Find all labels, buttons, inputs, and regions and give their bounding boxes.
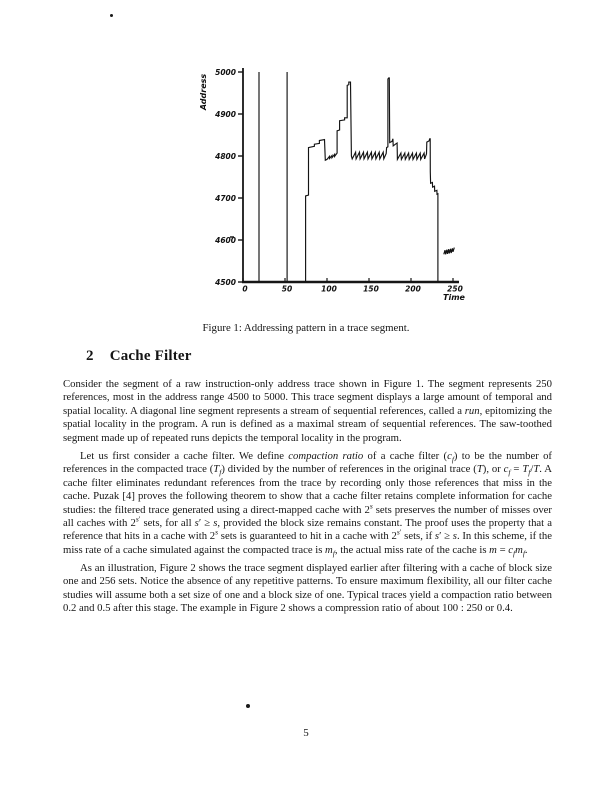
x-axis-label: Time	[443, 293, 465, 302]
section-title: Cache Filter	[109, 348, 192, 364]
page-number: 5	[303, 727, 309, 739]
series-tail-run	[444, 248, 455, 255]
body-text	[63, 378, 552, 616]
y-tick-label: 4900	[215, 109, 236, 119]
y-axis-label: Address	[199, 73, 208, 111]
x-tick-label: 150	[363, 284, 379, 294]
figure1-chart	[185, 55, 475, 305]
y-tick-label: 4800	[215, 151, 236, 161]
y-tick-label: 4500	[215, 277, 236, 287]
x-tick-label: 250	[447, 284, 463, 294]
scan-artifact-dot	[110, 14, 113, 17]
figure1	[185, 55, 475, 305]
paragraph-1: Consider the segment of a raw instruction-only address trace shown in Figure 1. The segment represents 250 references, most in the address range 4500 to 5000. This trace segment displays a large amount of temporal and spatial locality. A diagonal line segment represents a stream of sequential references, called a run, epitomizing the spatial locality in the program. A run is defined as a maximal stream of sequential references. The saw-toothed segment made up of repeated runs depicts the temporal locality in the program.	[63, 378, 552, 444]
x-tick-label: 100	[321, 284, 337, 294]
figure1-caption: Figure 1: Addressing pattern in a trace segment.	[202, 322, 410, 334]
scan-artifact-dot	[246, 704, 250, 708]
paragraph-3: As an illustration, Figure 2 shows the trace segment displayed earlier after filtering with a cache of block size one and 256 sets. Notice the absence of any repetitive patterns. To ensure maximum flexibility, all our filter cache studies will assume both a set size of one and a block size of one. Typical traces yield a compaction ratio between 0.2 and 0.5 after this stage. The example in Figure 2 shows a compression ratio of about 100 : 250 or 0.4.	[63, 561, 552, 615]
y-tick-label: 4700	[215, 193, 236, 203]
x-tick-label: 0	[242, 284, 248, 294]
y-tick-label: 4600	[215, 235, 236, 245]
y-tick-label: 5000	[215, 67, 236, 77]
section-heading	[86, 348, 192, 365]
paragraph-2: Let us first consider a cache filter. We define compaction ratio of a cache filter $(c_f)$ to be the number of references in the compacted trace $(T_f)$ divided by the number of references in the original trace (T), or $c_f = T_f/T$. A cache filter eliminates redundant references from the trace by recording only those references that miss in the cache. Puzak [4] proves the following theorem to show that a cache filter retains complete information for cache studies: the filtered trace generated using a direct-mapped cache with 2$^s$ sets preserves the number of misses over all caches with $2^{s'}$ sets, for all s′ ≥ s, provided the block size remains constant. The proof uses the property that a reference that hits in a cache with 2$^s$ sets is guaranteed to hit in a cache with $2^{s'}$ sets, if s′ ≥ s. In this scheme, if the miss rate of a cache simulated against the compacted trace is $m_f$, the actual miss rate of the cache is $m = c_fm_f$.	[63, 449, 552, 559]
series-main-trace	[306, 78, 438, 282]
x-tick-label: 200	[405, 284, 421, 294]
x-tick-label: 50	[281, 284, 293, 294]
section-number: 2	[86, 348, 94, 364]
